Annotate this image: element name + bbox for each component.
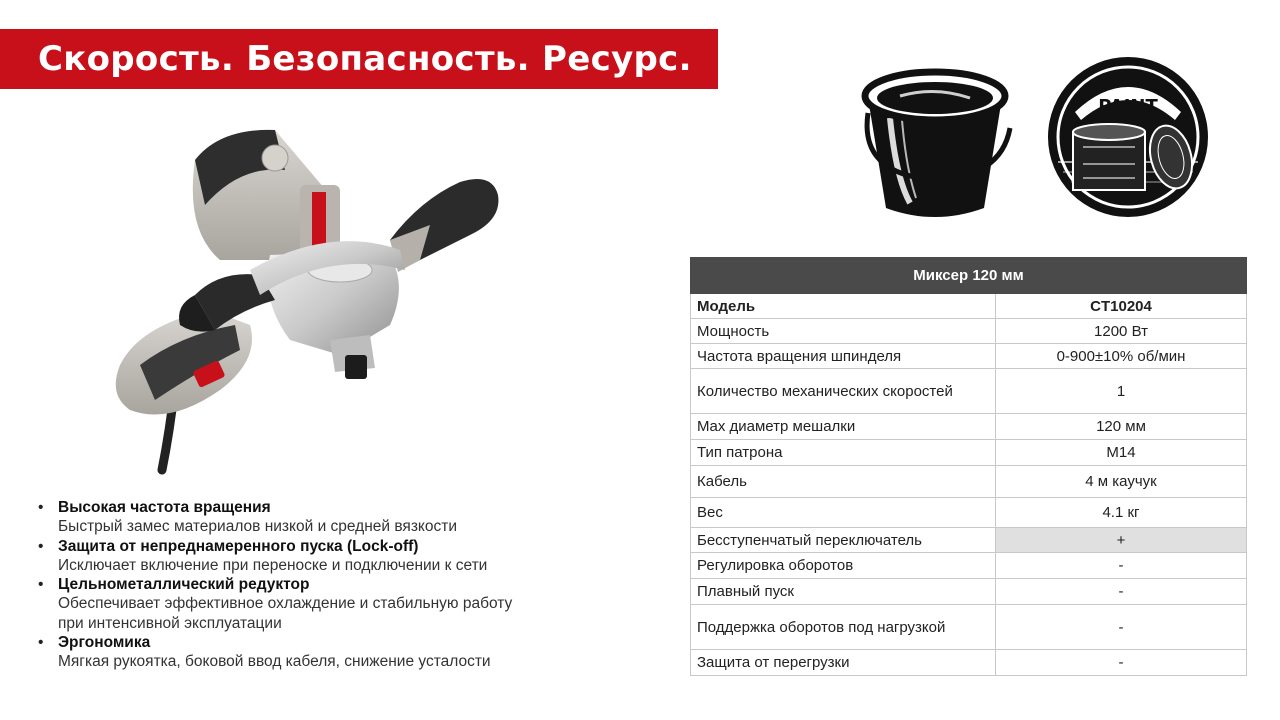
feature-description: Исключает включение при переноске и подключении к сети bbox=[58, 556, 488, 574]
spec-value: + bbox=[996, 528, 1247, 553]
page-title: Скорость. Безопасность. Ресурс. bbox=[38, 39, 692, 79]
table-row bbox=[691, 369, 1247, 414]
table-row bbox=[691, 294, 1247, 319]
spec-param: Тип патрона bbox=[691, 440, 996, 466]
spec-param: Кабель bbox=[691, 466, 996, 498]
table-row bbox=[691, 498, 1247, 528]
table-row bbox=[691, 528, 1247, 553]
spec-param: Модель bbox=[691, 294, 996, 319]
spec-param: Частота вращения шпинделя bbox=[691, 344, 996, 369]
spec-value: M14 bbox=[996, 440, 1247, 466]
spec-param: Бесступенчатый переключатель bbox=[691, 528, 996, 553]
feature-title: Эргономика bbox=[58, 634, 151, 652]
spec-param: Количество механических скоростей bbox=[691, 369, 996, 414]
spec-value: 1200 Вт bbox=[996, 319, 1247, 344]
feature-item bbox=[36, 575, 636, 633]
table-row bbox=[691, 579, 1247, 605]
spec-value: 1 bbox=[996, 369, 1247, 414]
feature-title: Защита от непреднамеренного пуска (Lock-off) bbox=[58, 537, 419, 555]
feature-item bbox=[36, 498, 636, 537]
paint-can-icon bbox=[1043, 52, 1213, 222]
spec-param: Max диаметр мешалки bbox=[691, 414, 996, 440]
feature-list bbox=[36, 498, 636, 672]
feature-item bbox=[36, 633, 636, 672]
feature-description: при интенсивной эксплуатации bbox=[58, 614, 282, 632]
feature-description: Быстрый замес материалов низкой и средней вязкости bbox=[58, 518, 458, 536]
spec-param: Защита от перегрузки bbox=[691, 650, 996, 676]
spec-value: 0-900±10% об/мин bbox=[996, 344, 1247, 369]
table-row bbox=[691, 605, 1247, 650]
feature-description: Мягкая рукоятка, боковой ввод кабеля, снижение усталости bbox=[58, 653, 491, 671]
product-image bbox=[100, 110, 520, 480]
feature-title: Цельнометаллический редуктор bbox=[58, 576, 310, 594]
bullet-icon: • bbox=[38, 576, 44, 594]
table-row bbox=[691, 344, 1247, 369]
table-row bbox=[691, 553, 1247, 579]
spec-value: 120 мм bbox=[996, 414, 1247, 440]
paint-bucket-icon bbox=[850, 58, 1020, 223]
table-row bbox=[691, 440, 1247, 466]
spec-value: - bbox=[996, 579, 1247, 605]
title-banner bbox=[0, 29, 718, 89]
table-row bbox=[691, 414, 1247, 440]
table-title: Миксер 120 мм bbox=[691, 258, 1247, 294]
table-row bbox=[691, 466, 1247, 498]
bullet-icon: • bbox=[38, 634, 44, 652]
spec-value: - bbox=[996, 650, 1247, 676]
spec-param: Поддержка оборотов под нагрузкой bbox=[691, 605, 996, 650]
spec-param: Вес bbox=[691, 498, 996, 528]
table-row bbox=[691, 319, 1247, 344]
feature-title: Высокая частота вращения bbox=[58, 499, 271, 516]
spec-value: CT10204 bbox=[996, 294, 1247, 319]
spec-param: Мощность bbox=[691, 319, 996, 344]
table-row bbox=[691, 650, 1247, 676]
paint-label: PAINT bbox=[1098, 96, 1158, 117]
spec-value: - bbox=[996, 605, 1247, 650]
spec-param: Плавный пуск bbox=[691, 579, 996, 605]
feature-description: Обеспечивает эффективное охлаждение и стабильную работу bbox=[58, 595, 513, 613]
bullet-icon: • bbox=[38, 537, 44, 555]
specs-table bbox=[690, 257, 1247, 676]
spec-value: 4 м каучук bbox=[996, 466, 1247, 498]
spec-param: Регулировка оборотов bbox=[691, 553, 996, 579]
spec-value: - bbox=[996, 553, 1247, 579]
bullet-icon: • bbox=[38, 499, 44, 516]
feature-item bbox=[36, 537, 636, 576]
spec-value: 4.1 кг bbox=[996, 498, 1247, 528]
